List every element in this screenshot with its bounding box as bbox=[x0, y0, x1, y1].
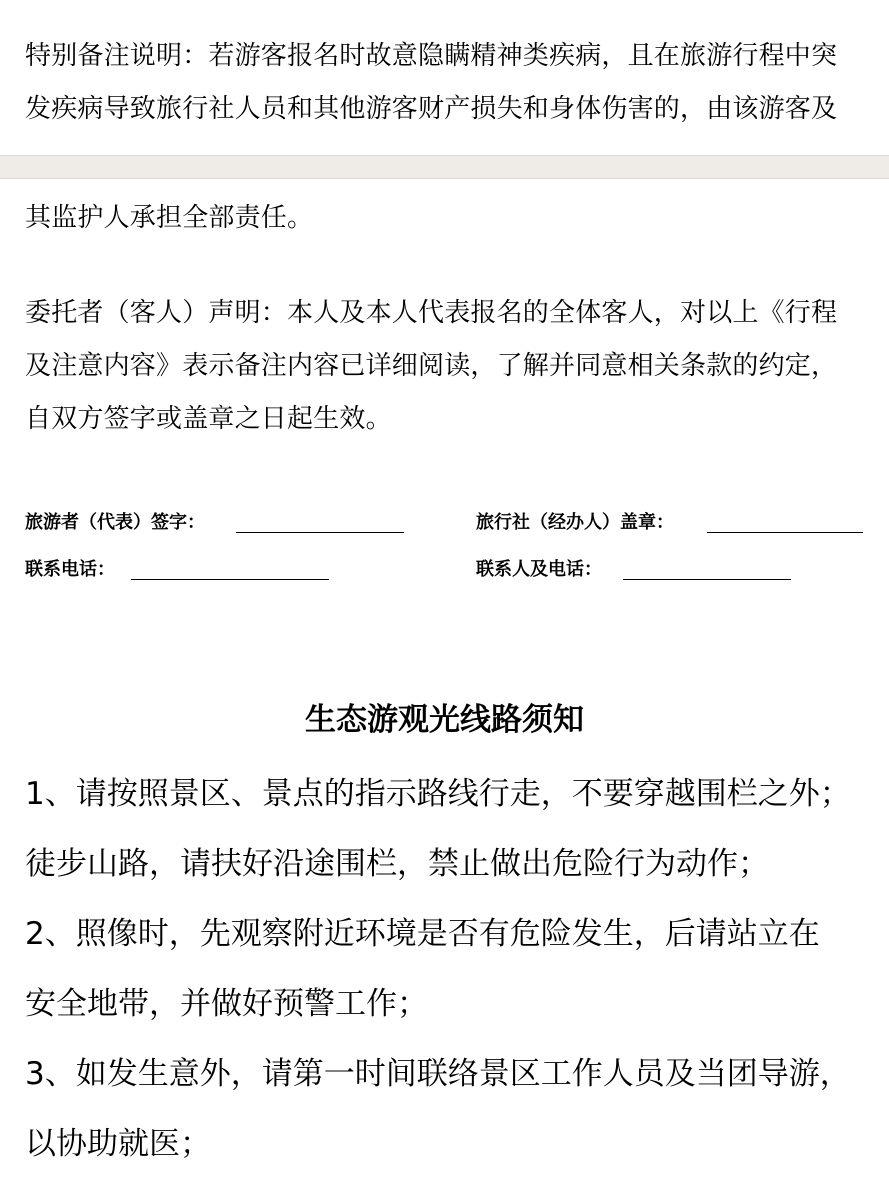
agency-stamp-line[interactable] bbox=[707, 532, 863, 533]
declaration-line-3: 自双方签字或盖章之日起生效。 bbox=[25, 404, 392, 434]
contact-label: 联系人及电话： bbox=[476, 559, 602, 580]
notice-list bbox=[25, 759, 870, 1179]
notice-line-4: 安全地带，并做好预警工作； bbox=[25, 986, 428, 1022]
declaration-line-1: 委托者（客人）声明：本人及本人代表报名的全体客人，对以上《行程 bbox=[25, 298, 838, 328]
page-separator bbox=[0, 155, 889, 179]
contact-line[interactable] bbox=[623, 579, 791, 580]
notice-line-1: 1、请按照景区、景点的指示路线行走，不要穿越围栏之外； bbox=[25, 776, 851, 812]
remark-line-2: 发疾病导致旅行社人员和其他游客财产损失和身体伤害的，由该游客及 bbox=[25, 94, 838, 124]
remark-continuation-line: 其监护人承担全部责任。 bbox=[25, 203, 314, 233]
declaration-paragraph bbox=[25, 287, 870, 446]
notice-line-2: 徒步山路，请扶好沿途围栏，禁止做出危险行为动作； bbox=[25, 846, 769, 882]
phone-label: 联系电话： bbox=[25, 559, 115, 580]
special-remark-paragraph bbox=[25, 30, 870, 136]
declaration-line-2: 及注意内容》表示备注内容已详细阅读，了解并同意相关条款的约定， bbox=[25, 351, 838, 381]
tourist-sign-line[interactable] bbox=[236, 532, 404, 533]
notice-line-3: 2、照像时，先观察附近环境是否有危险发生，后请站立在 bbox=[25, 916, 820, 952]
notice-line-5: 3、如发生意外，请第一时间联络景区工作人员及当团导游， bbox=[25, 1056, 851, 1092]
tourist-sign-label: 旅游者（代表）签字： bbox=[25, 512, 205, 533]
notice-title: 生态游观光线路须知 bbox=[305, 702, 584, 738]
agency-stamp-label: 旅行社（经办人）盖章： bbox=[476, 512, 674, 533]
remark-line-1: 特别备注说明：若游客报名时故意隐瞒精神类疾病，且在旅游行程中突 bbox=[25, 41, 838, 71]
notice-line-6: 以协助就医； bbox=[25, 1126, 211, 1162]
remark-continuation bbox=[25, 192, 870, 245]
phone-line[interactable] bbox=[131, 579, 329, 580]
document-page-top bbox=[0, 0, 889, 155]
